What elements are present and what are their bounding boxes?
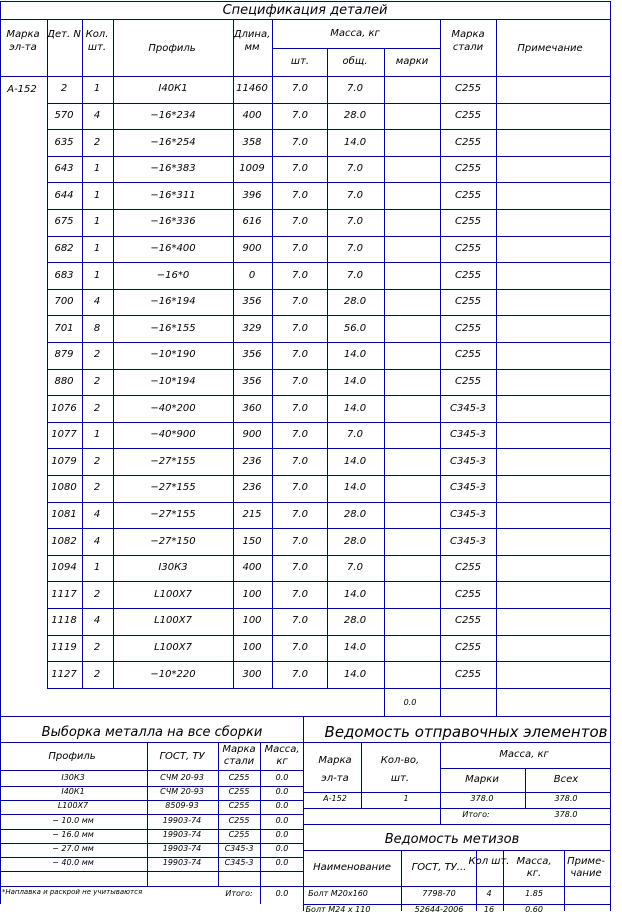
table-row-border [47, 182, 610, 183]
row-profile: −16*400 [150, 243, 196, 254]
row-det: 879 [54, 349, 74, 360]
row-mass-total: 7.0 [347, 83, 363, 94]
row-mass-total: 7.0 [347, 163, 363, 174]
row-det: 682 [54, 243, 74, 254]
metal-row-profile: − 10.0 мм [52, 816, 94, 825]
row-det: 1082 [51, 536, 77, 547]
row-mass-total: 28.0 [343, 110, 367, 121]
row-det: 1080 [51, 482, 77, 493]
row-length: 360 [242, 403, 262, 414]
hardware-title: Ведомость метизов [384, 832, 520, 847]
row-length: 100 [242, 589, 262, 600]
metal-row-steel: С255 [228, 801, 250, 810]
hardware-header-name: Наименование [313, 862, 391, 873]
shipping-header-qty: Кол-во, шт. [380, 755, 420, 784]
row-mass-total: 7.0 [347, 243, 363, 254]
row-qty: 2 [93, 349, 101, 360]
row-mass-total: 28.0 [343, 536, 367, 547]
row-mass-unit: 7.0 [292, 589, 308, 600]
metal-row-mass: 0.0 [275, 844, 289, 853]
header-qty: Кол. шт. [85, 29, 109, 53]
hardware-row-mass: 1.85 [525, 889, 543, 898]
metal-footnote: *Наплавка и раскрой не учитываются [1, 888, 143, 896]
metal-row-profile: L100X7 [57, 801, 89, 810]
row-profile: −16*254 [150, 137, 196, 148]
row-qty: 4 [93, 110, 101, 121]
header-mass-unit: шт. [290, 56, 310, 67]
grid-line [82, 19, 83, 688]
row-mass-total: 7.0 [347, 190, 363, 201]
hardware-row-qty: 4 [486, 889, 492, 898]
row-steel: С255 [454, 589, 482, 600]
metal-row-steel: С255 [228, 773, 250, 782]
table-row-border [47, 581, 610, 582]
header-note: Примечание [517, 43, 583, 54]
row-steel: С255 [454, 296, 482, 307]
metal-total: 0.0 [275, 889, 289, 898]
row-mass-unit: 7.0 [292, 270, 308, 281]
hardware-header-mass: Масса, кг. [516, 856, 552, 879]
grid-line [361, 742, 362, 808]
spec-bottom [0, 716, 610, 717]
row-mass-unit: 7.0 [292, 137, 308, 148]
table-row-border [47, 608, 610, 609]
hardware-header-qty: Кол шт. [468, 856, 510, 867]
metal-row-mass: 0.0 [275, 773, 289, 782]
grid-line [0, 76, 610, 77]
grid-line [610, 1, 611, 716]
hardware-row-gost: 52644-2006 [414, 905, 464, 914]
row-det: 1079 [51, 456, 77, 467]
table-row-border [47, 129, 610, 130]
shipping-header-mass-all: Всех [553, 774, 579, 785]
row-steel: С255 [454, 562, 482, 573]
grid-line [272, 19, 273, 688]
grid-line [384, 48, 385, 716]
table-row-border [47, 315, 610, 316]
element-mark: А-152 [7, 84, 37, 95]
row-qty: 1 [93, 190, 101, 201]
metal-row-border [0, 843, 303, 844]
row-length: 300 [242, 669, 262, 680]
row-steel: С345-3 [449, 536, 487, 547]
header-mass-total: общ. [342, 56, 368, 67]
row-length: 236 [242, 482, 262, 493]
row-profile: −16*194 [150, 296, 196, 307]
header-length: Длина, мм [233, 29, 271, 53]
row-mass-unit: 7.0 [292, 429, 308, 440]
row-mass-unit: 7.0 [292, 216, 308, 227]
table-row-border [47, 528, 610, 529]
row-qty: 1 [93, 270, 101, 281]
row-mass-total: 14.0 [343, 376, 367, 387]
grid-line [303, 792, 610, 793]
grid-line [303, 824, 610, 825]
row-qty: 2 [93, 403, 101, 414]
metal-row-mass: 0.0 [275, 787, 289, 796]
row-det: 1076 [51, 403, 77, 414]
row-profile: −40*200 [150, 403, 196, 414]
hardware-row-name: Болт М24 х 110 [305, 905, 371, 914]
row-qty: 2 [93, 589, 101, 600]
grid-line [233, 19, 234, 688]
row-profile: −16*234 [150, 110, 196, 121]
shipping-header-mark: Марка эл-та [318, 755, 352, 784]
row-qty: 1 [93, 429, 101, 440]
metal-row-gost: 19903-74 [162, 844, 202, 853]
row-length: 356 [242, 349, 262, 360]
row-mass-unit: 7.0 [292, 509, 308, 520]
row-length: 1009 [239, 163, 265, 174]
row-length: 356 [242, 296, 262, 307]
metal-row-border [0, 857, 303, 858]
grid-line [260, 742, 261, 904]
row-qty: 1 [93, 216, 101, 227]
row-mass-total: 14.0 [343, 642, 367, 653]
row-length: 236 [242, 456, 262, 467]
grid-line [440, 742, 441, 824]
row-profile: −16*0 [156, 270, 190, 281]
row-qty: 2 [93, 456, 101, 467]
metal-header-gost: ГОСТ, ТУ [159, 751, 205, 762]
header-mass-mark: марки [395, 56, 429, 67]
row-steel: С255 [454, 83, 482, 94]
metal-row-steel: С255 [228, 787, 250, 796]
table-row-border [47, 369, 610, 370]
row-steel: С255 [454, 110, 482, 121]
grid-line [0, 19, 610, 20]
row-profile: −10*194 [150, 376, 196, 387]
hardware-row-qty: 16 [483, 905, 495, 914]
shipping-row-qty: 1 [403, 794, 409, 803]
row-steel: С345-3 [449, 509, 487, 520]
row-profile: −27*155 [150, 509, 196, 520]
row-det: 683 [54, 270, 74, 281]
metal-row-mass: 0.0 [275, 858, 289, 867]
metal-row-gost: 19903-74 [162, 830, 202, 839]
row-mass-unit: 7.0 [292, 482, 308, 493]
row-mass-unit: 7.0 [292, 323, 308, 334]
row-mass-total: 14.0 [343, 137, 367, 148]
row-mass-unit: 7.0 [292, 163, 308, 174]
row-qty: 2 [93, 642, 101, 653]
row-det: 643 [54, 163, 74, 174]
header-mass: Масса, кг [330, 28, 380, 39]
row-steel: С255 [454, 270, 482, 281]
row-mass-total: 28.0 [343, 509, 367, 520]
row-steel: С255 [454, 615, 482, 626]
grid-line [47, 19, 48, 688]
row-mass-total: 28.0 [343, 615, 367, 626]
metal-total-label: Итого: [225, 889, 253, 898]
row-mass-unit: 7.0 [292, 669, 308, 680]
grid-line [401, 850, 402, 911]
row-mass-unit: 7.0 [292, 376, 308, 387]
row-steel: С255 [454, 349, 482, 360]
hardware-row-mass: 0.60 [525, 905, 543, 914]
row-qty: 4 [93, 536, 101, 547]
metal-row-border [0, 871, 303, 872]
spec-title: Спецификация деталей [222, 3, 388, 18]
shipping-header-mass: Масса, кг [499, 749, 549, 760]
metal-row-mass: 0.0 [275, 816, 289, 825]
grid-line [303, 716, 304, 911]
metal-header-mass: Масса, кг [264, 744, 300, 767]
row-profile: −27*150 [150, 536, 196, 547]
row-length: 356 [242, 376, 262, 387]
row-length: 329 [242, 323, 262, 334]
row-length: 396 [242, 190, 262, 201]
table-row-border [47, 262, 610, 263]
row-profile: L100X7 [154, 615, 192, 626]
header-steel: Марка стали [451, 29, 485, 53]
grid-line [0, 770, 303, 771]
grid-line [610, 716, 611, 911]
row-length: 358 [242, 137, 262, 148]
metal-row-gost: 19903-74 [162, 858, 202, 867]
row-mass-unit: 7.0 [292, 615, 308, 626]
row-qty: 2 [93, 482, 101, 493]
metal-row-border [0, 829, 303, 830]
row-mass-total: 7.0 [347, 270, 363, 281]
table-row-border [47, 635, 610, 636]
grid-line [303, 742, 610, 743]
row-mass-total: 14.0 [343, 349, 367, 360]
row-profile: −27*155 [150, 482, 196, 493]
metal-row-profile: − 16.0 мм [52, 830, 94, 839]
row-steel: С255 [454, 669, 482, 680]
row-length: 900 [242, 243, 262, 254]
grid-line [0, 886, 303, 887]
row-mass-unit: 7.0 [292, 456, 308, 467]
grid-line [0, 716, 1, 904]
table-row-border [47, 422, 610, 423]
row-profile: −16*311 [150, 190, 196, 201]
row-mass-unit: 7.0 [292, 190, 308, 201]
row-mass-total: 7.0 [347, 216, 363, 227]
grid-line [0, 1, 1, 716]
row-profile: −10*190 [150, 349, 196, 360]
table-row-border [47, 448, 610, 449]
row-qty: 2 [93, 137, 101, 148]
row-profile: −10*220 [150, 669, 196, 680]
metal-row-profile: I40К1 [61, 787, 85, 796]
row-det: 701 [54, 323, 74, 334]
metal-row-border [0, 800, 303, 801]
hardware-row-gost: 7798-70 [422, 889, 456, 898]
row-profile: −16*383 [150, 163, 196, 174]
shipping-header-mass-mark: Марки [465, 774, 499, 785]
metal-row-gost: 19903-74 [162, 816, 202, 825]
row-steel: С255 [454, 243, 482, 254]
row-det: 1081 [51, 509, 77, 520]
metal-row-steel: С255 [228, 830, 250, 839]
metal-row-border [0, 814, 303, 815]
row-steel: С255 [454, 642, 482, 653]
row-qty: 1 [93, 562, 101, 573]
row-profile: L100X7 [154, 642, 192, 653]
row-mass-total: 7.0 [347, 429, 363, 440]
metal-row-gost: СЧМ 20-93 [160, 787, 204, 796]
grid-line [327, 48, 328, 688]
row-profile: I30К3 [158, 562, 188, 573]
grid-line [525, 768, 526, 808]
row-profile: −16*155 [150, 323, 196, 334]
hardware-header-gost: ГОСТ, ТУ... [411, 862, 467, 873]
header-det: Дет. N [47, 29, 81, 40]
table-row-border [47, 502, 610, 503]
metal-header-profile: Профиль [48, 751, 96, 762]
row-mass-total: 14.0 [343, 669, 367, 680]
row-det: 2 [60, 83, 68, 94]
metal-row-profile: I30К3 [61, 773, 85, 782]
row-profile: I40К1 [158, 83, 188, 94]
row-det: 635 [54, 137, 74, 148]
row-det: 1118 [51, 615, 77, 626]
row-steel: С255 [454, 376, 482, 387]
grid-line [303, 808, 610, 809]
row-length: 616 [242, 216, 262, 227]
row-steel: С255 [454, 137, 482, 148]
table-row-border [47, 236, 610, 237]
metal-row-steel: С255 [228, 816, 250, 825]
row-steel: С255 [454, 323, 482, 334]
grid-line [147, 742, 148, 886]
hardware-row-name: Болт М20х160 [308, 889, 368, 898]
row-qty: 2 [93, 376, 101, 387]
table-row-border [47, 475, 610, 476]
row-mass-total: 14.0 [343, 482, 367, 493]
row-length: 100 [242, 615, 262, 626]
row-length: 900 [242, 429, 262, 440]
shipping-total-label: Итого: [462, 810, 490, 819]
row-mass-total: 14.0 [343, 589, 367, 600]
spec-total-mark: 0.0 [403, 698, 417, 707]
row-qty: 4 [93, 509, 101, 520]
header-mark: Марка эл-та [6, 29, 40, 53]
table-row-border [47, 289, 610, 290]
row-det: 570 [54, 110, 74, 121]
row-mass-unit: 7.0 [292, 349, 308, 360]
row-profile: −27*155 [150, 456, 196, 467]
shipping-total: 378.0 [554, 810, 578, 819]
row-det: 1119 [51, 642, 77, 653]
table-row-border [47, 342, 610, 343]
metal-row-profile: − 27.0 мм [52, 844, 94, 853]
table-row-border [47, 103, 610, 104]
grid-line [272, 48, 440, 49]
row-length: 0 [248, 270, 256, 281]
table-row-border [47, 156, 610, 157]
row-steel: С255 [454, 190, 482, 201]
row-det: 1077 [51, 429, 77, 440]
row-det: 1127 [51, 669, 77, 680]
metal-row-gost: СЧМ 20-93 [160, 773, 204, 782]
row-mass-unit: 7.0 [292, 403, 308, 414]
metal-row-profile: − 40.0 мм [52, 858, 94, 867]
table-row-border [47, 555, 610, 556]
row-qty: 1 [93, 163, 101, 174]
table-row-border [47, 209, 610, 210]
metal-header-steel: Марка стали [222, 744, 256, 767]
row-mass-unit: 7.0 [292, 110, 308, 121]
row-mass-total: 28.0 [343, 296, 367, 307]
row-length: 11460 [236, 83, 268, 94]
row-qty: 1 [93, 83, 101, 94]
shipping-title: Ведомость отправочных элементов [324, 723, 608, 741]
table-row-border [47, 688, 610, 689]
metal-row-border [0, 786, 303, 787]
grid-line [440, 19, 441, 716]
shipping-row-mark: А-152 [323, 794, 347, 803]
row-mass-total: 14.0 [343, 456, 367, 467]
row-qty: 1 [93, 243, 101, 254]
shipping-row-mass-mark: 378.0 [470, 794, 494, 803]
metal-row-steel: С345-3 [224, 844, 254, 853]
header-profile: Профиль [148, 43, 196, 54]
row-det: 1094 [51, 562, 77, 573]
row-det: 675 [54, 216, 74, 227]
row-qty: 8 [93, 323, 101, 334]
row-steel: С345-3 [449, 429, 487, 440]
row-qty: 4 [93, 615, 101, 626]
row-mass-unit: 7.0 [292, 562, 308, 573]
row-mass-unit: 7.0 [292, 243, 308, 254]
row-profile: −16*336 [150, 216, 196, 227]
metal-row-gost: 8509-93 [165, 801, 199, 810]
row-steel: С255 [454, 163, 482, 174]
row-length: 100 [242, 642, 262, 653]
grid-line [113, 19, 114, 688]
row-mass-unit: 7.0 [292, 536, 308, 547]
row-length: 215 [242, 509, 262, 520]
row-length: 400 [242, 110, 262, 121]
metal-title: Выборка металла на все сборки [41, 725, 263, 740]
row-profile: −40*900 [150, 429, 196, 440]
row-det: 700 [54, 296, 74, 307]
shipping-row-mass-all: 378.0 [554, 794, 578, 803]
row-mass-unit: 7.0 [292, 83, 308, 94]
row-steel: С345-3 [449, 482, 487, 493]
row-mass-total: 7.0 [347, 562, 363, 573]
row-profile: L100X7 [154, 589, 192, 600]
grid-line [496, 19, 497, 716]
row-det: 1117 [51, 589, 77, 600]
table-row-border [47, 661, 610, 662]
row-mass-total: 14.0 [343, 403, 367, 414]
metal-row-mass: 0.0 [275, 801, 289, 810]
row-det: 880 [54, 376, 74, 387]
grid-line [0, 1, 610, 2]
row-mass-unit: 7.0 [292, 296, 308, 307]
row-steel: С345-3 [449, 403, 487, 414]
row-steel: С345-3 [449, 456, 487, 467]
row-qty: 4 [93, 296, 101, 307]
row-length: 400 [242, 562, 262, 573]
row-length: 150 [242, 536, 262, 547]
grid-line [0, 742, 303, 743]
row-mass-total: 56.0 [343, 323, 367, 334]
metal-row-mass: 0.0 [275, 830, 289, 839]
row-steel: С255 [454, 216, 482, 227]
row-mass-unit: 7.0 [292, 642, 308, 653]
metal-row-steel: С345-3 [224, 858, 254, 867]
row-det: 644 [54, 190, 74, 201]
table-row-border [47, 395, 610, 396]
row-qty: 2 [93, 669, 101, 680]
hardware-header-note: Приме-чание [567, 856, 605, 879]
